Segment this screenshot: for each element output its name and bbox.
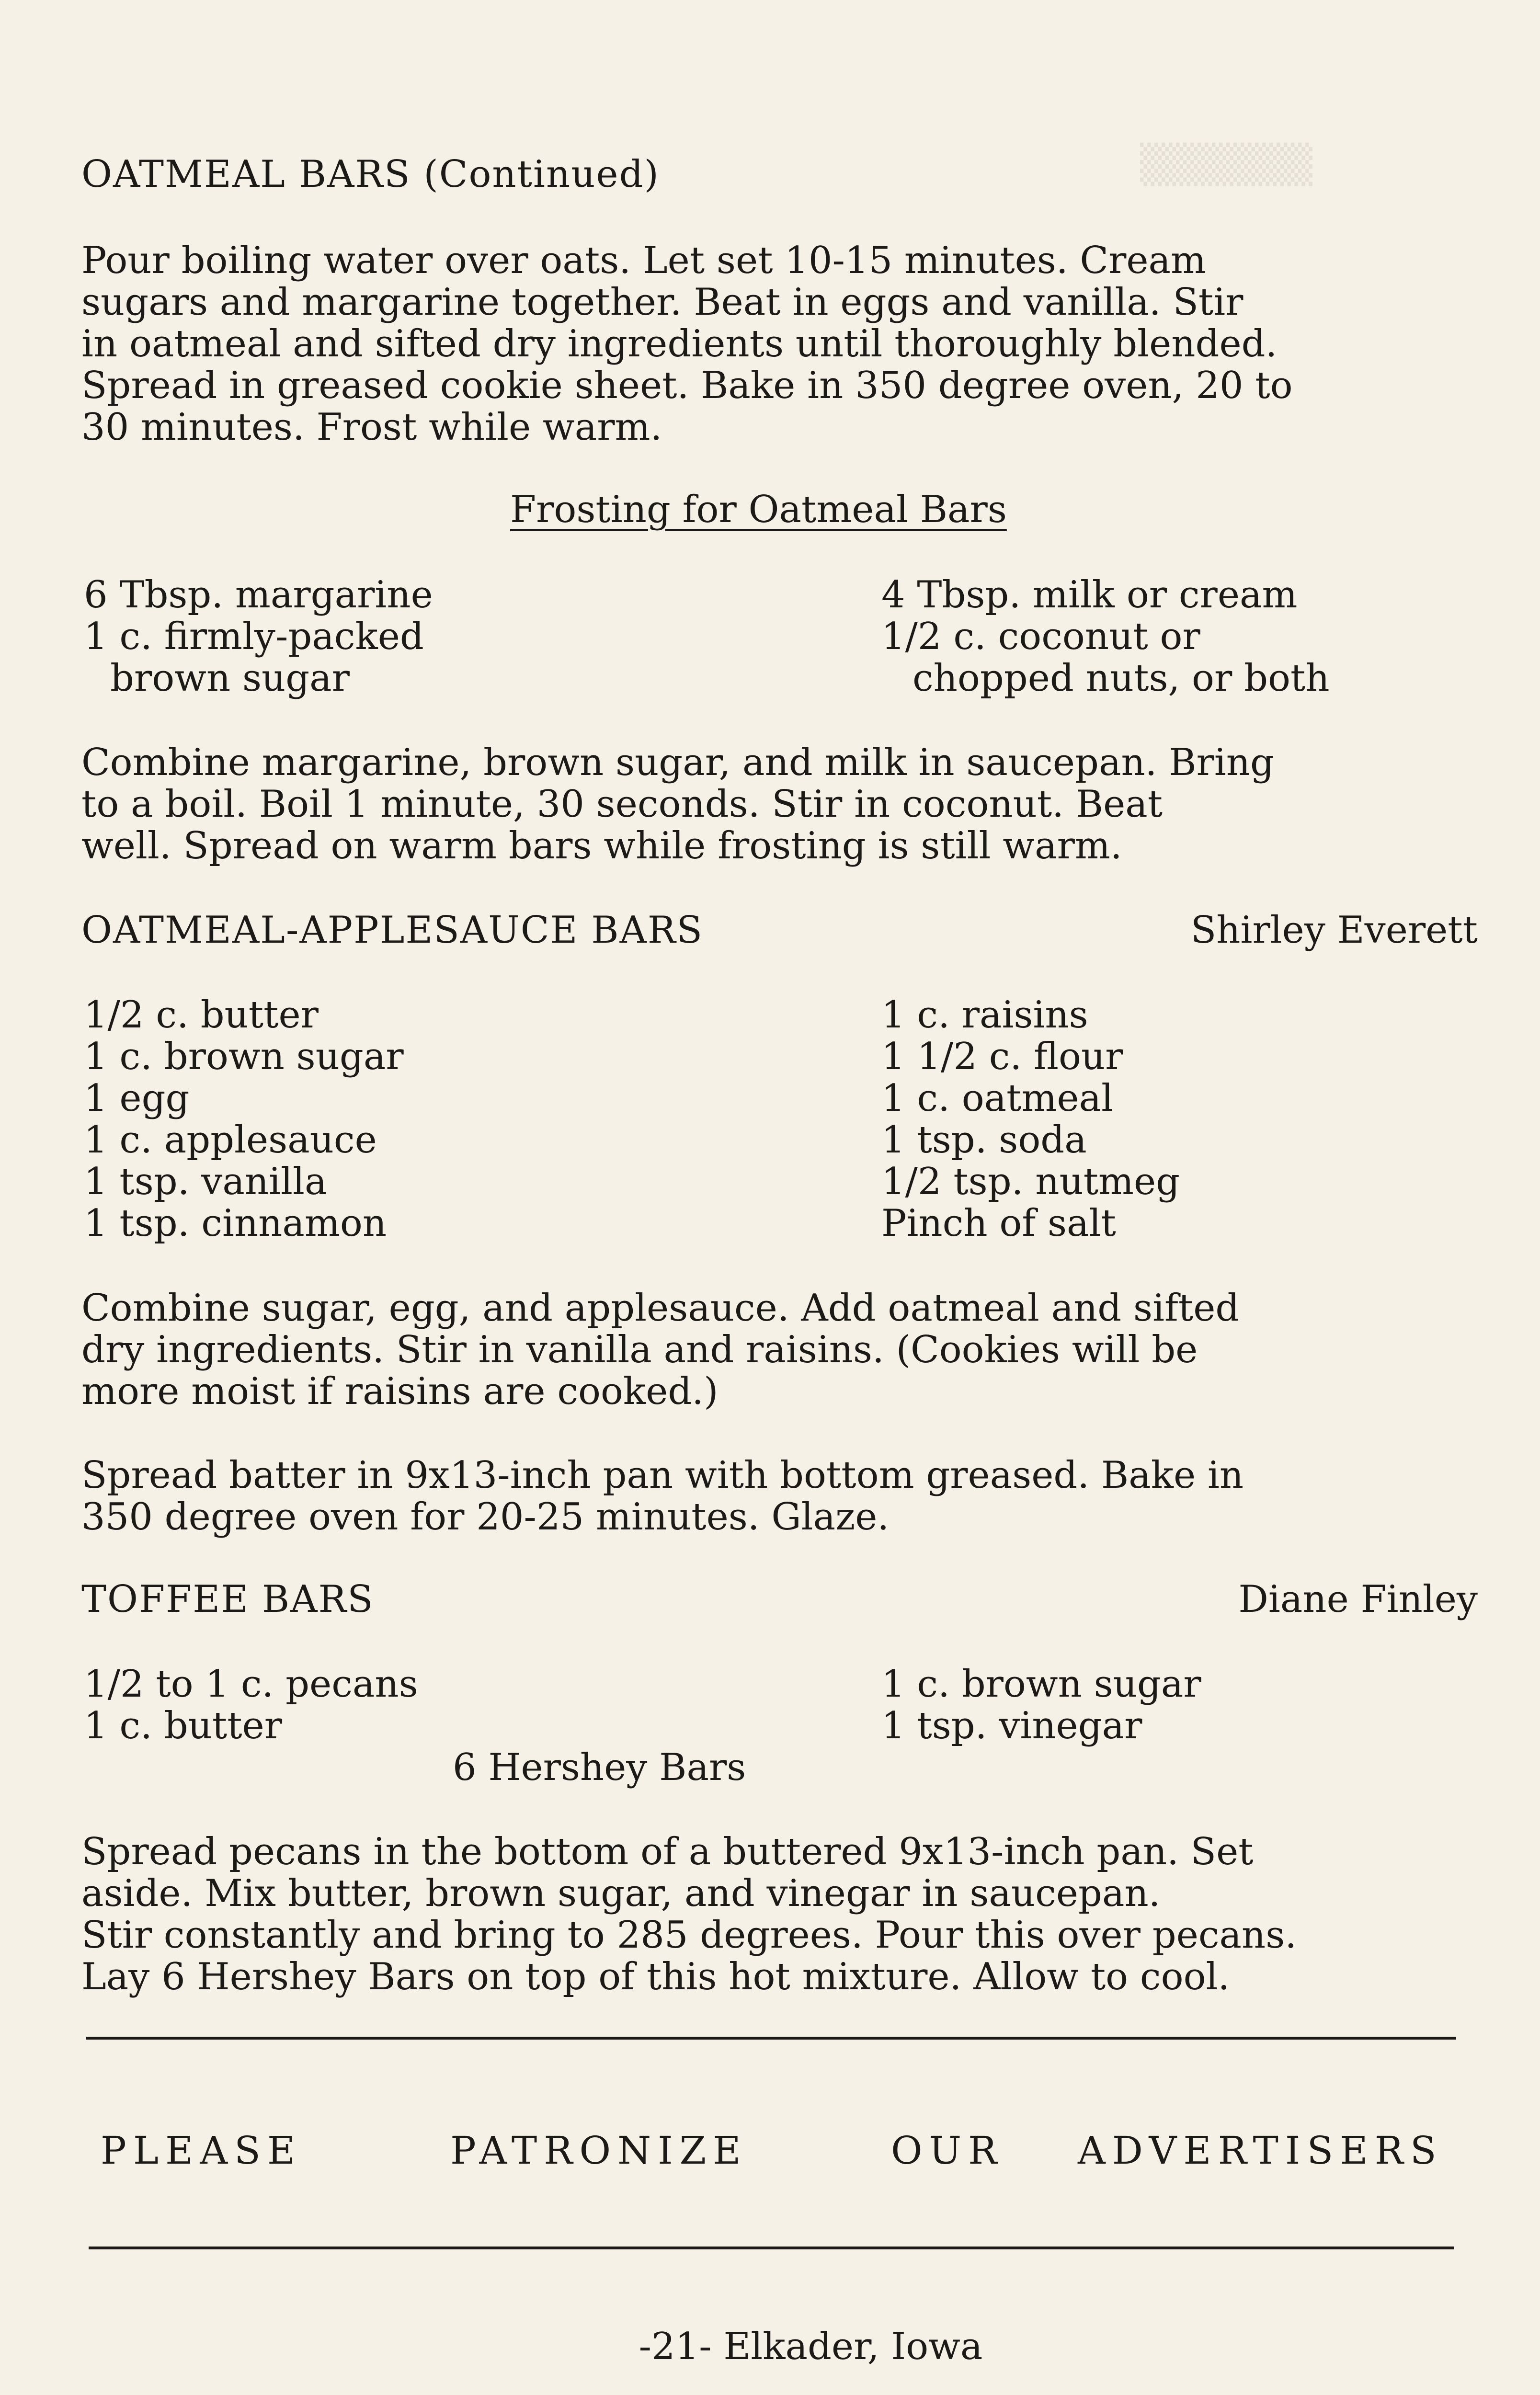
bleed-through-text: ▒▒▒▒▒▒ (1140, 143, 1312, 186)
applesauce-body-line-1: Combine sugar, egg, and applesauce. Add oatmeal and sifted (81, 1287, 1240, 1330)
applesauce-ingredient-right-3: 1 c. oatmeal (881, 1077, 1114, 1120)
oatmeal-body-line-2: sugars and margarine together. Beat in eggs and vanilla. Stir (81, 281, 1243, 324)
toffee-bars-title: TOFFEE BARS (81, 1578, 374, 1621)
toffee-body-line-1: Spread pecans in the bottom of a buttered 9x13-inch pan. Set (81, 1830, 1254, 1873)
page-number-location: -21- Elkader, Iowa (639, 2325, 983, 2368)
oatmeal-bars-title: OATMEAL BARS (Continued) (81, 153, 660, 196)
footer-rule-bottom (89, 2247, 1454, 2249)
applesauce-ingredient-right-2: 1 1/2 c. flour (881, 1035, 1123, 1078)
toffee-ingredient-right-2: 1 tsp. vinegar (881, 1704, 1142, 1747)
footer-word-our: OUR (891, 2128, 1004, 2173)
oatmeal-body-line-3: in oatmeal and sifted dry ingredients until thoroughly blended. (81, 322, 1278, 365)
footer-rule-top (86, 2037, 1456, 2040)
toffee-body-line-3: Stir constantly and bring to 285 degrees. Pour this over pecans. (81, 1914, 1297, 1957)
applesauce-body2-line-1: Spread batter in 9x13-inch pan with bottom greased. Bake in (81, 1454, 1244, 1497)
applesauce-ingredient-left-1: 1/2 c. butter (84, 993, 319, 1037)
applesauce-ingredient-left-2: 1 c. brown sugar (84, 1035, 404, 1078)
footer-word-please: PLEASE (101, 2128, 302, 2173)
frosting-ingredient-right-2: 1/2 c. coconut or (881, 615, 1200, 658)
applesauce-ingredient-left-5: 1 tsp. vanilla (84, 1160, 327, 1203)
applesauce-body-line-2: dry ingredients. Stir in vanilla and raisins. (Cookies will be (81, 1328, 1198, 1371)
frosting-ingredient-left-2: 1 c. firmly-packed (84, 615, 424, 658)
footer-word-patronize: PATRONIZE (450, 2128, 748, 2173)
toffee-body-line-2: aside. Mix butter, brown sugar, and vinegar in saucepan. (81, 1872, 1161, 1915)
applesauce-body-line-3: more moist if raisins are cooked.) (81, 1370, 719, 1413)
frosting-ingredient-right-3: chopped nuts, or both (913, 657, 1330, 700)
applesauce-ingredient-left-4: 1 c. applesauce (84, 1118, 377, 1162)
footer-word-advertisers: ADVERTISERS (1078, 2128, 1443, 2173)
applesauce-ingredient-left-3: 1 egg (84, 1077, 190, 1120)
applesauce-ingredient-right-6: Pinch of salt (881, 1202, 1116, 1245)
toffee-ingredient-left-1: 1/2 to 1 c. pecans (84, 1663, 418, 1706)
frosting-ingredient-left-3: brown sugar (110, 657, 350, 700)
oatmeal-body-line-5: 30 minutes. Frost while warm. (81, 406, 662, 449)
frosting-title: Frosting for Oatmeal Bars (510, 488, 1007, 531)
applesauce-body2-line-2: 350 degree oven for 20-25 minutes. Glaze. (81, 1495, 890, 1539)
frosting-body-line-1: Combine margarine, brown sugar, and milk in saucepan. Bring (81, 741, 1274, 784)
toffee-ingredient-center: 6 Hershey Bars (453, 1746, 746, 1789)
frosting-body-line-3: well. Spread on warm bars while frosting is still warm. (81, 824, 1122, 867)
applesauce-bars-title: OATMEAL-APPLESAUCE BARS (81, 909, 704, 952)
applesauce-author: Shirley Everett (1190, 909, 1478, 952)
oatmeal-body-line-4: Spread in greased cookie sheet. Bake in 350 degree oven, 20 to (81, 364, 1293, 407)
applesauce-ingredient-right-4: 1 tsp. soda (881, 1118, 1087, 1162)
applesauce-ingredient-left-6: 1 tsp. cinnamon (84, 1202, 387, 1245)
frosting-ingredient-left-1: 6 Tbsp. margarine (84, 573, 433, 616)
toffee-body-line-4: Lay 6 Hershey Bars on top of this hot mixture. Allow to cool. (81, 1955, 1230, 1998)
oatmeal-body-line-1: Pour boiling water over oats. Let set 10-15 minutes. Cream (81, 239, 1206, 282)
applesauce-ingredient-right-5: 1/2 tsp. nutmeg (881, 1160, 1180, 1203)
toffee-ingredient-right-1: 1 c. brown sugar (881, 1663, 1201, 1706)
applesauce-ingredient-right-1: 1 c. raisins (881, 993, 1088, 1037)
frosting-body-line-2: to a boil. Boil 1 minute, 30 seconds. Stir in coconut. Beat (81, 783, 1163, 826)
toffee-ingredient-left-2: 1 c. butter (84, 1704, 282, 1747)
frosting-ingredient-right-1: 4 Tbsp. milk or cream (881, 573, 1298, 616)
toffee-author: Diane Finley (1238, 1578, 1478, 1621)
